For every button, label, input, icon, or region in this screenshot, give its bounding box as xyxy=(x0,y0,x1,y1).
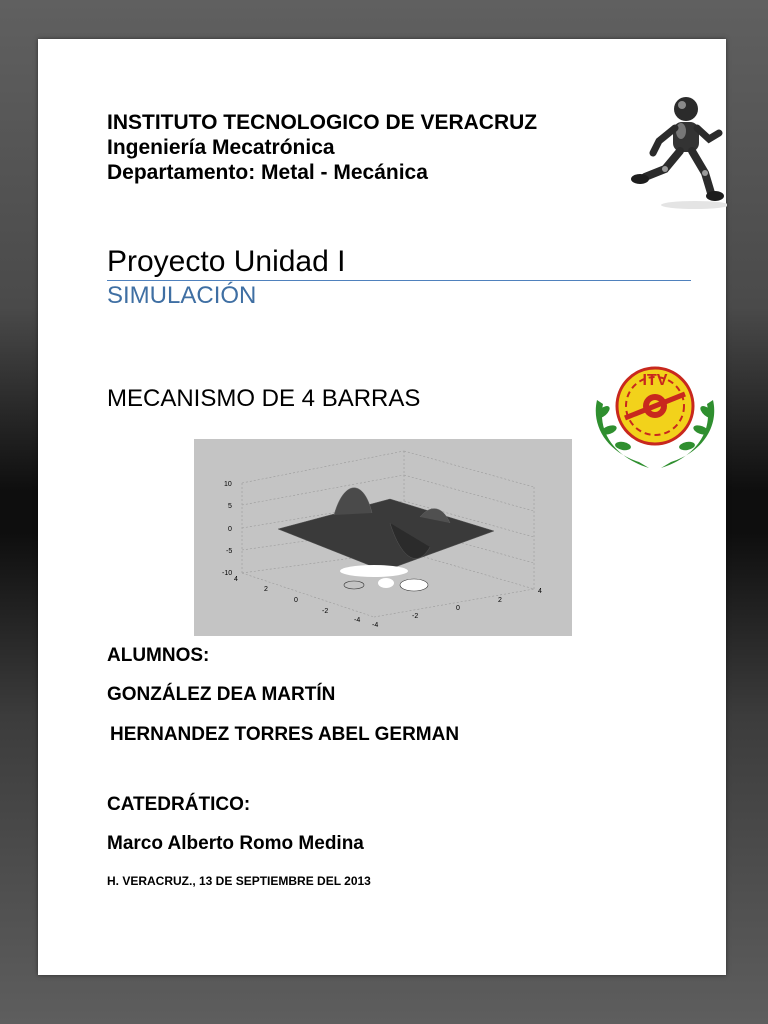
place-and-date: H. VERACRUZ., 13 DE SEPTIEMBRE DEL 2013 xyxy=(107,874,371,888)
teacher-heading: CATEDRÁTICO: xyxy=(107,794,251,815)
z-tick: 5 xyxy=(228,503,232,510)
document-page xyxy=(38,39,726,975)
surface-plot-graphic xyxy=(194,439,572,636)
itv-logo xyxy=(589,360,721,468)
title-divider xyxy=(107,280,691,281)
project-topic: MECANISMO DE 4 BARRAS xyxy=(107,385,421,412)
z-tick: -10 xyxy=(222,570,233,577)
student-name: GONZÁLEZ DEA MARTÍN xyxy=(107,684,336,705)
x-tick: 2 xyxy=(498,597,502,604)
x-tick: 4 xyxy=(538,588,542,595)
y-tick: -2 xyxy=(322,608,329,615)
institution-name: INSTITUTO TECNOLOGICO DE VERACRUZ xyxy=(107,111,538,134)
y-tick: -4 xyxy=(354,617,361,624)
x-tick: 0 xyxy=(456,605,460,612)
z-tick: -5 xyxy=(226,548,233,555)
surface-plot-image xyxy=(194,439,572,636)
project-subtitle: SIMULACIÓN xyxy=(107,282,257,309)
project-title: Proyecto Unidad I xyxy=(107,245,346,278)
x-tick: -4 xyxy=(372,622,379,629)
y-tick: 2 xyxy=(264,586,268,593)
department-name: Departamento: Metal - Mecánica xyxy=(107,161,428,184)
y-tick: 4 xyxy=(234,576,238,583)
z-tick: 10 xyxy=(224,481,232,488)
x-tick: -2 xyxy=(412,613,419,620)
running-robot-image xyxy=(625,95,727,211)
y-tick: 0 xyxy=(294,597,298,604)
student-name: HERNANDEZ TORRES ABEL GERMAN xyxy=(110,724,460,745)
z-tick: 0 xyxy=(228,526,232,533)
logo-text: ITV xyxy=(642,372,668,389)
students-heading: ALUMNOS: xyxy=(107,645,210,666)
teacher-name: Marco Alberto Romo Medina xyxy=(107,833,364,854)
career-name: Ingeniería Mecatrónica xyxy=(107,136,335,159)
